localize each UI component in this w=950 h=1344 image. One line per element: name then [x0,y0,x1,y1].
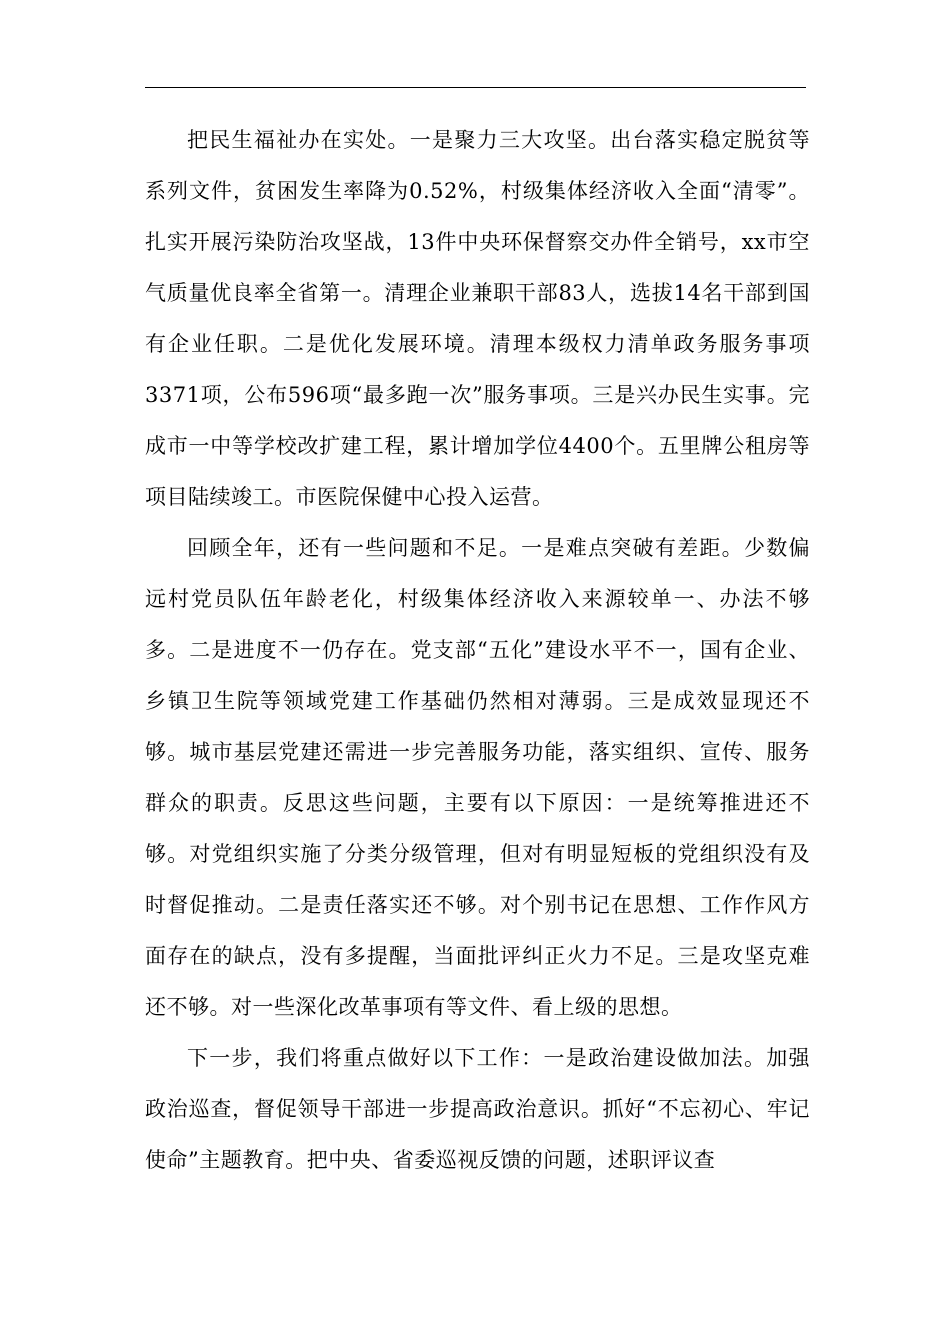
paragraph-next-steps: 下一步，我们将重点做好以下工作：一是政治建设做加法。加强政治巡查，督促领导干部进一步提高政治意识。抓好“不忘初心、牢记使命”主题教育。把中央、省委巡视反馈的问题，述职评议查 [145,1046,810,1172]
document-body [145,115,810,1186]
paragraph-livelihood: 把民生福祉办在实处。一是聚力三大攻坚。出台落实稳定脱贫等系列文件，贫困发生率降为0.52%，村级集体经济收入全面“清零”。扎实开展污染防治攻坚战，13件中央环保督察交办件全销号，xx市空气质量优良率全省第一。清理企业兼职干部83人，选拔14名干部到国有企业任职。二是优化发展环境。清理本级权力清单政务服务事项3371项，公布596项“最多跑一次”服务事项。三是兴办民生实事。完成市一中等学校改扩建工程，累计增加学位4400个。五里牌公租房等项目陆续竣工。市医院保健中心投入运营。 [145,128,810,509]
header-rule [145,87,806,88]
paragraph-review-shortcomings: 回顾全年，还有一些问题和不足。一是难点突破有差距。少数偏远村党员队伍年龄老化，村级集体经济收入来源较单一、办法不够多。二是进度不一仍存在。党支部“五化”建设水平不一，国有企业、乡镇卫生院等领域党建工作基础仍然相对薄弱。三是成效显现还不够。城市基层党建还需进一步完善服务功能，落实组织、宣传、服务群众的职责。反思这些问题，主要有以下原因：一是统筹推进还不够。对党组织实施了分类分级管理，但对有明显短板的党组织没有及时督促推动。二是责任落实还不够。对个别书记在思想、工作作风方面存在的缺点，没有多提醒，当面批评纠正火力不足。三是攻坚克难还不够。对一些深化改革事项有等文件、看上级的思想。 [145,536,810,1019]
